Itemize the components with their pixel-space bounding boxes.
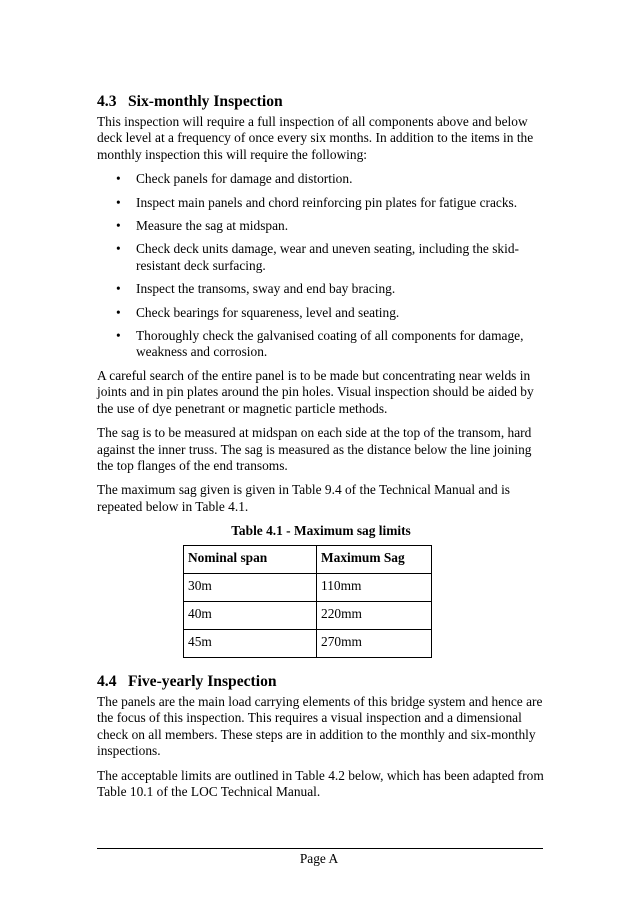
table-header-row <box>184 546 432 574</box>
table-caption: Table 4.1 - Maximum sag limits <box>231 523 411 539</box>
paragraph-panel-search: A careful search of the entire panel is to be made but concentrating near welds in joints and in pin plates around the pin holes. Visual inspection should be aided by the use of dye penetrant or magnetic particle methods. <box>97 367 534 416</box>
table-row <box>184 602 432 630</box>
section-4-3 <box>97 92 545 658</box>
inspection-checklist <box>97 171 545 361</box>
footer-divider <box>97 848 543 849</box>
paragraph-limits: The acceptable limits are outlined in Table 4.2 below, which has been adapted from Table 10.1 of the LOC Technical Manual. <box>97 767 544 800</box>
section-4-4 <box>97 672 545 808</box>
section-4-3-heading <box>97 92 545 112</box>
page-number: Page A <box>299 851 339 866</box>
checklist-item: • Inspect the transoms, sway and end bay bracing. <box>97 281 545 297</box>
cell-span: 45m <box>184 630 317 658</box>
checklist-item: • Check panels for damage and distortion. <box>97 171 545 187</box>
section-4-4-heading <box>97 672 545 692</box>
header-nominal-span: Nominal span <box>184 546 317 574</box>
checklist-item: • Thoroughly check the galvanised coating of all components for damage, weakness and corrosion. <box>97 328 545 361</box>
section-number: 4.3 <box>97 93 117 110</box>
sag-limits-table <box>183 545 432 658</box>
paragraph-sag-measure: The sag is to be measured at midspan on each side at the top of the transom, hard against the inner truss. The sag is measured as the distance below the line joining the top flanges of the end transoms. <box>97 425 532 473</box>
checklist-item: • Check deck units damage, wear and uneven seating, including the skid-resistant deck surfacing. <box>97 241 545 274</box>
section-4-3-intro: This inspection will require a full inspection of all components above and below deck level at a frequency of once every six months. In addition to the items in the monthly inspection this will require the following: <box>97 114 534 162</box>
cell-span: 40m <box>184 602 317 630</box>
cell-span: 30m <box>184 574 317 602</box>
header-maximum-sag: Maximum Sag <box>317 546 432 574</box>
cell-sag: 270mm <box>317 630 432 658</box>
section-number: 4.4 <box>97 673 117 690</box>
cell-sag: 110mm <box>317 574 432 602</box>
paragraph-panels: The panels are the main load carrying elements of this bridge system and hence are the focus of this inspection. This requires a visual inspection and a dimensional check on all members. These steps are in addition to the monthly and six-monthly inspections. <box>97 694 543 759</box>
section-title: Five-yearly Inspection <box>128 673 277 690</box>
cell-sag: 220mm <box>317 602 432 630</box>
checklist-item: • Measure the sag at midspan. <box>97 218 545 234</box>
paragraph-max-sag: The maximum sag given is given in Table 9.4 of the Technical Manual and is repeated below in Table 4.1. <box>97 482 511 514</box>
section-title: Six-monthly Inspection <box>128 93 283 110</box>
checklist-item: • Inspect main panels and chord reinforcing pin plates for fatigue cracks. <box>97 195 545 211</box>
table-row <box>184 574 432 602</box>
table-row <box>184 630 432 658</box>
checklist-item: • Check bearings for squareness, level and seating. <box>97 305 545 321</box>
